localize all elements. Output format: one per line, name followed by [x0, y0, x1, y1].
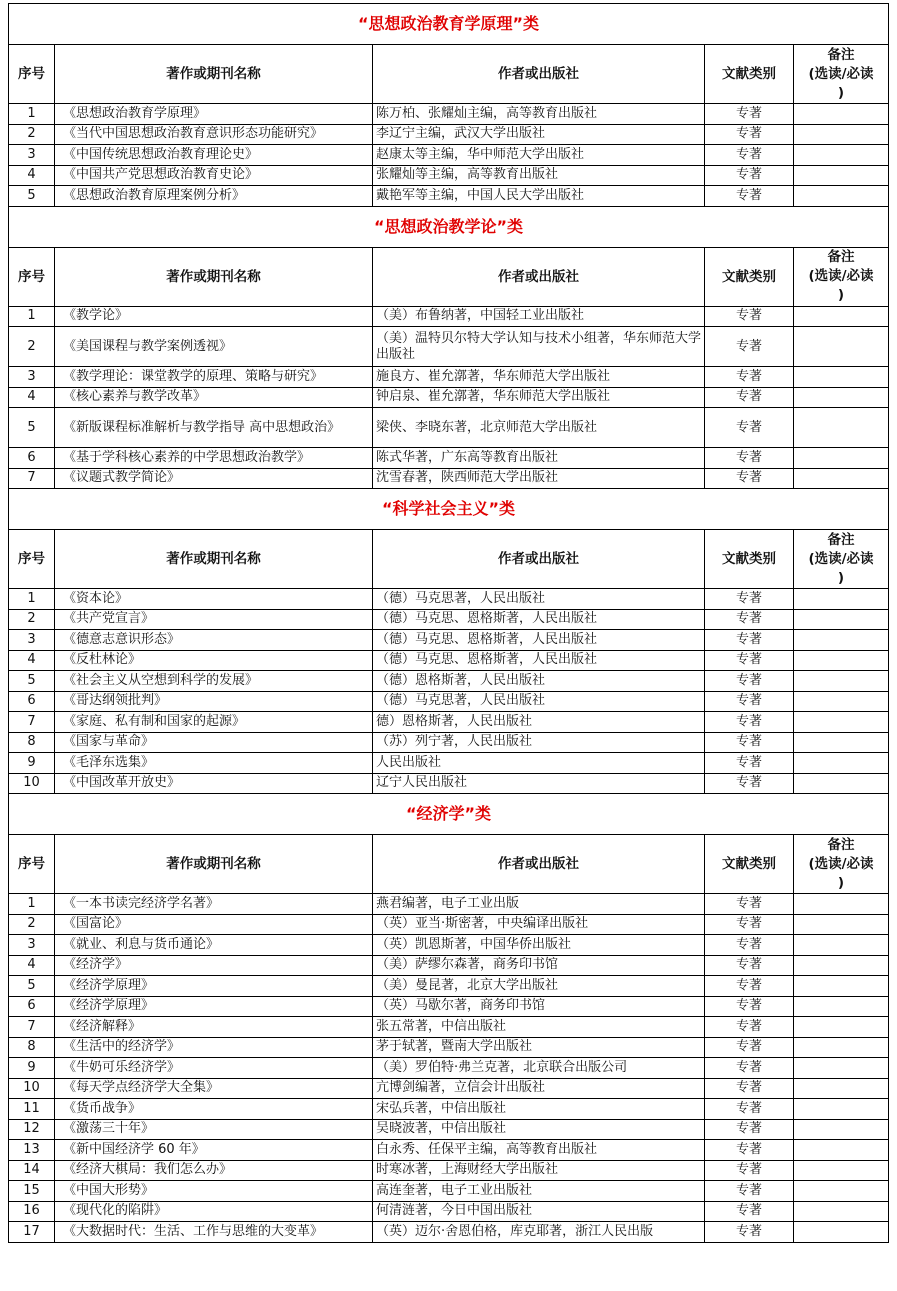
row-num: 12 [9, 1119, 55, 1140]
row-type: 专著 [705, 468, 794, 489]
row-title: 《中国大形势》 [55, 1181, 373, 1202]
row-type: 专著 [705, 1078, 794, 1099]
table-row [9, 145, 889, 166]
table-row [9, 996, 889, 1017]
row-type: 专著 [705, 367, 794, 388]
row-title: 《牛奶可乐经济学》 [55, 1058, 373, 1079]
row-author: （英）马歇尔著，商务印书馆 [373, 996, 705, 1017]
row-title: 《哥达纲领批判》 [55, 691, 373, 712]
row-note [794, 650, 889, 671]
table-row [9, 914, 889, 935]
row-title: 《美国课程与教学案例透视》 [55, 327, 373, 367]
row-note [794, 914, 889, 935]
row-type: 专著 [705, 712, 794, 733]
row-note [794, 1181, 889, 1202]
header-author: 作者或出版社 [373, 45, 705, 104]
row-type: 专著 [705, 914, 794, 935]
row-title: 《新版课程标准解析与教学指导 高中思想政治》 [55, 408, 373, 448]
row-type: 专著 [705, 955, 794, 976]
row-title: 《经济学原理》 [55, 976, 373, 997]
table-row [9, 104, 889, 125]
header-note: 备注 (选读/必读 ) [794, 530, 889, 589]
row-note [794, 448, 889, 469]
row-title: 《现代化的陷阱》 [55, 1201, 373, 1222]
row-type: 专著 [705, 1160, 794, 1181]
row-num: 4 [9, 387, 55, 408]
row-type: 专著 [705, 589, 794, 610]
table-row [9, 408, 889, 448]
row-author: 德）恩格斯著，人民出版社 [373, 712, 705, 733]
row-author: （英）亚当·斯密著，中央编译出版社 [373, 914, 705, 935]
row-type: 专著 [705, 145, 794, 166]
row-author: （英）迈尔·舍恩伯格，库克耶著，浙江人民出版 [373, 1222, 705, 1243]
table-row [9, 1160, 889, 1181]
section-title: “思想政治教育学原理”类 [9, 4, 889, 45]
reading-list-table [8, 3, 889, 1243]
section-title: “思想政治教学论”类 [9, 206, 889, 247]
row-title: 《毛泽东选集》 [55, 753, 373, 774]
header-num: 序号 [9, 45, 55, 104]
row-title: 《国家与革命》 [55, 732, 373, 753]
row-author: 戴艳军等主编，中国人民大学出版社 [373, 186, 705, 207]
row-num: 13 [9, 1140, 55, 1161]
table-row [9, 306, 889, 327]
row-type: 专著 [705, 327, 794, 367]
header-num: 序号 [9, 835, 55, 894]
table-row [9, 327, 889, 367]
table-row [9, 894, 889, 915]
row-num: 6 [9, 691, 55, 712]
row-num: 1 [9, 306, 55, 327]
row-title: 《国富论》 [55, 914, 373, 935]
row-num: 7 [9, 712, 55, 733]
row-title: 《大数据时代：生活、工作与思维的大变革》 [55, 1222, 373, 1243]
row-author: 沈雪春著，陕西师范大学出版社 [373, 468, 705, 489]
section-title: “经济学”类 [9, 794, 889, 835]
row-num: 3 [9, 367, 55, 388]
header-note: 备注 (选读/必读 ) [794, 45, 889, 104]
row-note [794, 1222, 889, 1243]
row-type: 专著 [705, 1017, 794, 1038]
header-name: 著作或期刊名称 [55, 45, 373, 104]
row-title: 《中国改革开放史》 [55, 773, 373, 794]
row-note [794, 1140, 889, 1161]
row-author: （德）马克思、恩格斯著，人民出版社 [373, 609, 705, 630]
table-row [9, 1181, 889, 1202]
row-title: 《当代中国思想政治教育意识形态功能研究》 [55, 124, 373, 145]
header-type: 文献类别 [705, 247, 794, 306]
row-title: 《反杜林论》 [55, 650, 373, 671]
section-title: “科学社会主义”类 [9, 489, 889, 530]
row-num: 5 [9, 976, 55, 997]
row-type: 专著 [705, 306, 794, 327]
row-num: 3 [9, 935, 55, 956]
row-author: （德）马克思著，人民出版社 [373, 589, 705, 610]
header-type: 文献类别 [705, 45, 794, 104]
row-note [794, 367, 889, 388]
table-row [9, 630, 889, 651]
row-note [794, 935, 889, 956]
header-type: 文献类别 [705, 530, 794, 589]
row-num: 4 [9, 955, 55, 976]
row-title: 《经济解释》 [55, 1017, 373, 1038]
row-num: 8 [9, 732, 55, 753]
row-title: 《每天学点经济学大全集》 [55, 1078, 373, 1099]
row-num: 2 [9, 914, 55, 935]
row-type: 专著 [705, 773, 794, 794]
row-type: 专著 [705, 753, 794, 774]
row-num: 17 [9, 1222, 55, 1243]
row-author: 陈万柏、张耀灿主编，高等教育出版社 [373, 104, 705, 125]
header-note: 备注 (选读/必读 ) [794, 247, 889, 306]
row-note [794, 327, 889, 367]
row-note [794, 1201, 889, 1222]
table-header-row [9, 835, 889, 894]
header-author: 作者或出版社 [373, 530, 705, 589]
row-num: 15 [9, 1181, 55, 1202]
row-title: 《核心素养与教学改革》 [55, 387, 373, 408]
row-num: 2 [9, 609, 55, 630]
row-num: 6 [9, 448, 55, 469]
table-row [9, 691, 889, 712]
row-type: 专著 [705, 448, 794, 469]
row-num: 2 [9, 124, 55, 145]
row-title: 《生活中的经济学》 [55, 1037, 373, 1058]
row-num: 7 [9, 468, 55, 489]
row-type: 专著 [705, 609, 794, 630]
table-row [9, 1017, 889, 1038]
row-title: 《经济学原理》 [55, 996, 373, 1017]
row-type: 专著 [705, 186, 794, 207]
row-note [794, 1037, 889, 1058]
row-note [794, 468, 889, 489]
section-title-row [9, 4, 889, 45]
table-row [9, 1099, 889, 1120]
table-row [9, 468, 889, 489]
row-type: 专著 [705, 935, 794, 956]
row-author: （美）温特贝尔特大学认知与技术小组著，华东师范大学出版社 [373, 327, 705, 367]
table-row [9, 732, 889, 753]
row-author: 钟启泉、崔允漷著，华东师范大学出版社 [373, 387, 705, 408]
header-name: 著作或期刊名称 [55, 835, 373, 894]
row-num: 1 [9, 894, 55, 915]
row-type: 专著 [705, 630, 794, 651]
table-row [9, 1201, 889, 1222]
row-num: 2 [9, 327, 55, 367]
table-row [9, 650, 889, 671]
row-author: 张耀灿等主编，高等教育出版社 [373, 165, 705, 186]
row-author: 茅于轼著，暨南大学出版社 [373, 1037, 705, 1058]
row-author: 辽宁人民出版社 [373, 773, 705, 794]
row-author: 吴晓波著，中信出版社 [373, 1119, 705, 1140]
row-type: 专著 [705, 691, 794, 712]
header-name: 著作或期刊名称 [55, 247, 373, 306]
row-num: 9 [9, 753, 55, 774]
header-author: 作者或出版社 [373, 835, 705, 894]
row-note [794, 773, 889, 794]
row-type: 专著 [705, 996, 794, 1017]
table-row [9, 1140, 889, 1161]
row-note [794, 186, 889, 207]
row-type: 专著 [705, 1037, 794, 1058]
row-note [794, 630, 889, 651]
row-num: 10 [9, 773, 55, 794]
row-author: （德）马克思、恩格斯著，人民出版社 [373, 650, 705, 671]
row-note [794, 124, 889, 145]
row-num: 1 [9, 104, 55, 125]
row-author: （美）布鲁纳著，中国轻工业出版社 [373, 306, 705, 327]
row-note [794, 145, 889, 166]
row-note [794, 996, 889, 1017]
table-row [9, 609, 889, 630]
row-author: 张五常著，中信出版社 [373, 1017, 705, 1038]
row-title: 《家庭、私有制和国家的起源》 [55, 712, 373, 733]
row-author: （德）马克思著，人民出版社 [373, 691, 705, 712]
row-author: （德）恩格斯著，人民出版社 [373, 671, 705, 692]
row-author: 赵康太等主编，华中师范大学出版社 [373, 145, 705, 166]
section-title-row [9, 206, 889, 247]
header-num: 序号 [9, 530, 55, 589]
row-title: 《思想政治教育学原理》 [55, 104, 373, 125]
table-row [9, 935, 889, 956]
row-title: 《议题式教学简论》 [55, 468, 373, 489]
row-title: 《新中国经济学 60 年》 [55, 1140, 373, 1161]
table-row [9, 186, 889, 207]
table-row [9, 124, 889, 145]
table-row [9, 1078, 889, 1099]
row-author: 白永秀、任保平主编，高等教育出版社 [373, 1140, 705, 1161]
table-row [9, 773, 889, 794]
row-note [794, 104, 889, 125]
row-author: （美）萨缪尔森著，商务印书馆 [373, 955, 705, 976]
section-title-row [9, 489, 889, 530]
row-note [794, 1119, 889, 1140]
table-row [9, 1037, 889, 1058]
row-note [794, 712, 889, 733]
table-row [9, 1222, 889, 1243]
row-author: （美）曼昆著，北京大学出版社 [373, 976, 705, 997]
row-note [794, 732, 889, 753]
table-row [9, 1119, 889, 1140]
row-title: 《教学论》 [55, 306, 373, 327]
table-row [9, 976, 889, 997]
row-note [794, 1017, 889, 1038]
row-num: 1 [9, 589, 55, 610]
row-author: 施良方、崔允漷著，华东师范大学出版社 [373, 367, 705, 388]
row-title: 《激荡三十年》 [55, 1119, 373, 1140]
row-title: 《共产党宣言》 [55, 609, 373, 630]
row-note [794, 408, 889, 448]
row-num: 4 [9, 165, 55, 186]
header-type: 文献类别 [705, 835, 794, 894]
row-title: 《社会主义从空想到科学的发展》 [55, 671, 373, 692]
row-num: 9 [9, 1058, 55, 1079]
table-row [9, 448, 889, 469]
row-title: 《中国传统思想政治教育理论史》 [55, 145, 373, 166]
row-num: 6 [9, 996, 55, 1017]
row-author: 陈式华著，广东高等教育出版社 [373, 448, 705, 469]
row-num: 7 [9, 1017, 55, 1038]
section-title-row [9, 794, 889, 835]
row-num: 3 [9, 145, 55, 166]
row-author: 亢博剑编著，立信会计出版社 [373, 1078, 705, 1099]
row-author: 李辽宁主编，武汉大学出版社 [373, 124, 705, 145]
row-title: 《经济学》 [55, 955, 373, 976]
row-num: 5 [9, 186, 55, 207]
row-author: （苏）列宁著，人民出版社 [373, 732, 705, 753]
header-num: 序号 [9, 247, 55, 306]
table-header-row [9, 45, 889, 104]
row-author: （英）凯恩斯著，中国华侨出版社 [373, 935, 705, 956]
table-header-row [9, 530, 889, 589]
row-type: 专著 [705, 1058, 794, 1079]
table-row [9, 712, 889, 733]
row-type: 专著 [705, 1201, 794, 1222]
row-note [794, 1099, 889, 1120]
row-title: 《基于学科核心素养的中学思想政治教学》 [55, 448, 373, 469]
row-note [794, 1160, 889, 1181]
row-num: 11 [9, 1099, 55, 1120]
table-row [9, 367, 889, 388]
row-title: 《教学理论：课堂教学的原理、策略与研究》 [55, 367, 373, 388]
row-author: 宋弘兵著，中信出版社 [373, 1099, 705, 1120]
row-title: 《中国共产党思想政治教育史论》 [55, 165, 373, 186]
row-num: 3 [9, 630, 55, 651]
row-author: 燕君编著，电子工业出版 [373, 894, 705, 915]
row-num: 14 [9, 1160, 55, 1181]
row-type: 专著 [705, 124, 794, 145]
row-note [794, 1078, 889, 1099]
reading-list-document [8, 3, 888, 1243]
row-author: 何清涟著，今日中国出版社 [373, 1201, 705, 1222]
row-type: 专著 [705, 1222, 794, 1243]
row-title: 《思想政治教育原理案例分析》 [55, 186, 373, 207]
row-title: 《经济大棋局：我们怎么办》 [55, 1160, 373, 1181]
row-note [794, 387, 889, 408]
row-type: 专著 [705, 1140, 794, 1161]
row-author: 时寒冰著，上海财经大学出版社 [373, 1160, 705, 1181]
row-title: 《就业、利息与货币通论》 [55, 935, 373, 956]
row-note [794, 1058, 889, 1079]
row-author: （美）罗伯特·弗兰克著，北京联合出版公司 [373, 1058, 705, 1079]
row-type: 专著 [705, 650, 794, 671]
row-type: 专著 [705, 1099, 794, 1120]
header-note: 备注 (选读/必读 ) [794, 835, 889, 894]
row-type: 专著 [705, 671, 794, 692]
row-num: 10 [9, 1078, 55, 1099]
row-title: 《德意志意识形态》 [55, 630, 373, 651]
row-note [794, 753, 889, 774]
row-note [794, 894, 889, 915]
row-note [794, 671, 889, 692]
row-note [794, 609, 889, 630]
row-note [794, 691, 889, 712]
table-row [9, 387, 889, 408]
row-title: 《一本书读完经济学名著》 [55, 894, 373, 915]
row-num: 16 [9, 1201, 55, 1222]
row-note [794, 976, 889, 997]
row-title: 《货币战争》 [55, 1099, 373, 1120]
table-row [9, 165, 889, 186]
row-num: 5 [9, 408, 55, 448]
row-note [794, 955, 889, 976]
row-num: 8 [9, 1037, 55, 1058]
header-name: 著作或期刊名称 [55, 530, 373, 589]
table-row [9, 753, 889, 774]
row-type: 专著 [705, 387, 794, 408]
row-author: 梁侠、李晓东著，北京师范大学出版社 [373, 408, 705, 448]
row-type: 专著 [705, 1119, 794, 1140]
row-type: 专著 [705, 104, 794, 125]
row-type: 专著 [705, 1181, 794, 1202]
row-type: 专著 [705, 408, 794, 448]
row-num: 5 [9, 671, 55, 692]
row-num: 4 [9, 650, 55, 671]
header-author: 作者或出版社 [373, 247, 705, 306]
row-title: 《资本论》 [55, 589, 373, 610]
table-row [9, 671, 889, 692]
row-author: （德）马克思、恩格斯著，人民出版社 [373, 630, 705, 651]
row-type: 专著 [705, 165, 794, 186]
row-note [794, 589, 889, 610]
table-row [9, 1058, 889, 1079]
row-type: 专著 [705, 976, 794, 997]
row-note [794, 165, 889, 186]
table-row [9, 955, 889, 976]
row-type: 专著 [705, 894, 794, 915]
row-author: 人民出版社 [373, 753, 705, 774]
table-row [9, 589, 889, 610]
row-note [794, 306, 889, 327]
row-author: 高连奎著，电子工业出版社 [373, 1181, 705, 1202]
table-header-row [9, 247, 889, 306]
row-type: 专著 [705, 732, 794, 753]
